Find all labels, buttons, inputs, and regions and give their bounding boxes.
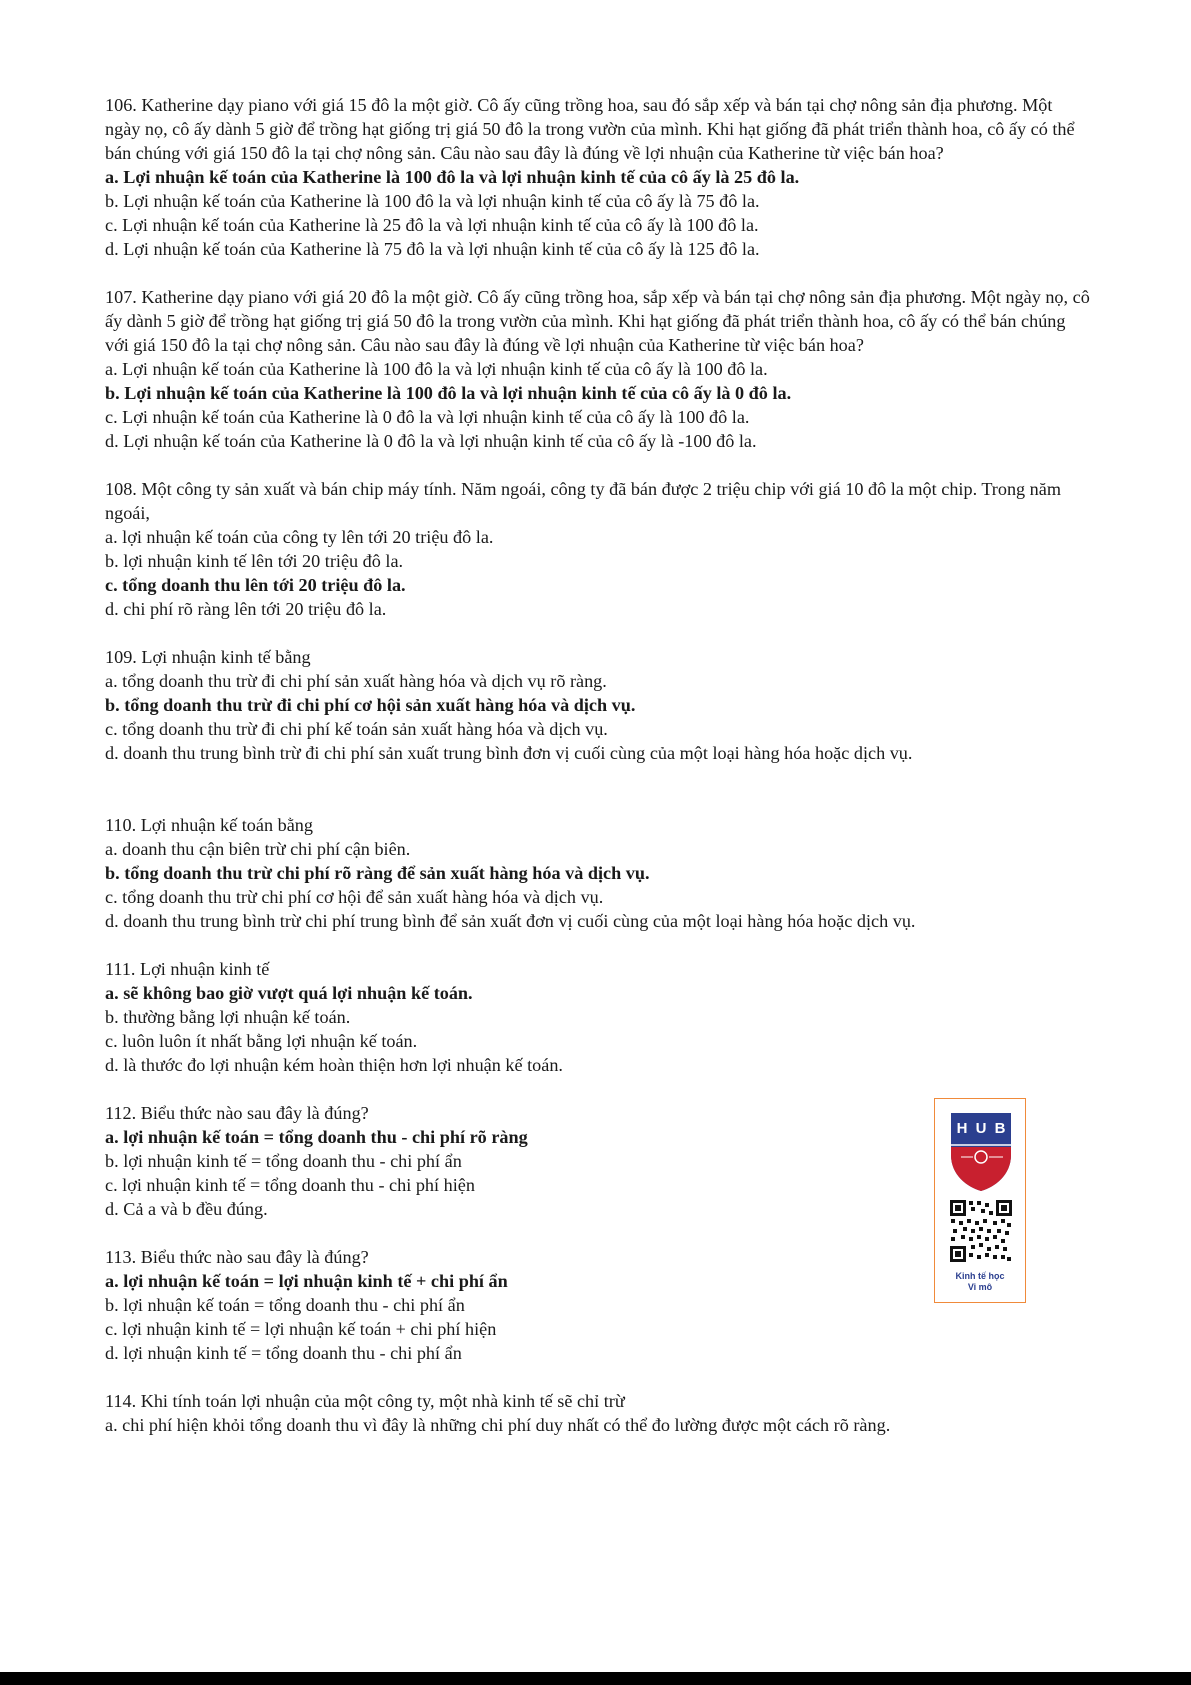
answer-option: c. lợi nhuận kinh tế = lợi nhuận kế toán + chi phí hiện [105,1319,497,1339]
question-107 [105,285,1090,453]
answer-option-correct: a. sẽ không bao giờ vượt quá lợi nhuận kế toán. [105,983,473,1003]
answer-option: a. doanh thu cận biên trừ chi phí cận biên. [105,839,411,859]
logo-letter: H [956,1120,968,1137]
question-stem: 106. Katherine dạy piano với giá 15 đô la một giờ. Cô ấy cũng trồng hoa, sau đó sắp xếp và bán tại chợ nông sản địa phương. Một ngày nọ, cô ấy dành 5 giờ để trồng hạt giống trị giá 50 đô la trong vườn của mình. Khi hạt giống đã phát triển thành hoa, cô ấy có thể bán chúng với giá 150 đô la tại chợ nông sản. Câu nào sau đây là đúng về lợi nhuận của Katherine từ việc bán hoa? [105,95,1075,163]
answer-option: d. chi phí rõ ràng lên tới 20 triệu đô la. [105,599,387,619]
answer-option: b. lợi nhuận kinh tế lên tới 20 triệu đô la. [105,551,404,571]
answer-option: d. lợi nhuận kinh tế = tổng doanh thu - chi phí ẩn [105,1343,462,1363]
answer-option: a. lợi nhuận kế toán của công ty lên tới 20 triệu đô la. [105,527,494,547]
answer-option-correct: a. lợi nhuận kế toán = tổng doanh thu - chi phí rõ ràng [105,1127,528,1147]
answer-option: d. Cả a và b đều đúng. [105,1199,268,1219]
hub-badge [934,1098,1026,1303]
question-109 [105,645,1090,765]
answer-option: d. doanh thu trung bình trừ chi phí trung bình để sản xuất đơn vị cuối cùng của một loại hàng hóa hoặc dịch vụ. [105,911,916,931]
question-114 [105,1389,1090,1437]
badge-caption [935,1271,1025,1293]
logo-letter: B [994,1120,1006,1137]
answer-option: b. thường bằng lợi nhuận kế toán. [105,1007,351,1027]
question-stem: 110. Lợi nhuận kế toán bằng [105,815,313,835]
question-stem: 109. Lợi nhuận kinh tế bằng [105,647,311,667]
answer-option: a. Lợi nhuận kế toán của Katherine là 100 đô la và lợi nhuận kinh tế của cô ấy là 100 đô la. [105,359,768,379]
question-stem: 108. Một công ty sản xuất và bán chip máy tính. Năm ngoái, công ty đã bán được 2 triệu chip với giá 10 đô la một chip. Trong năm ngoái, [105,479,1061,523]
answer-option-correct: a. Lợi nhuận kế toán của Katherine là 100 đô la và lợi nhuận kinh tế của cô ấy là 25 đô la. [105,167,800,187]
answer-option-correct: a. lợi nhuận kế toán = lợi nhuận kinh tế + chi phí ẩn [105,1271,508,1291]
answer-option: d. doanh thu trung bình trừ đi chi phí sản xuất trung bình đơn vị cuối cùng của một loại hàng hóa hoặc dịch vụ. [105,743,913,763]
question-110 [105,813,1090,933]
answer-option: a. chi phí hiện khỏi tổng doanh thu vì đây là những chi phí duy nhất có thể đo lường được một cách rõ ràng. [105,1415,891,1435]
hub-shield-logo [947,1109,1015,1193]
page-bottom-bar [0,1672,1191,1685]
answer-option: c. lợi nhuận kinh tế = tổng doanh thu - chi phí hiện [105,1175,475,1195]
answer-option: c. luôn luôn ít nhất bằng lợi nhuận kế toán. [105,1031,418,1051]
question-stem: 111. Lợi nhuận kinh tế [105,959,270,979]
question-stem: 107. Katherine dạy piano với giá 20 đô la một giờ. Cô ấy cũng trồng hoa, sắp xếp và bán tại chợ nông sản địa phương. Một ngày nọ, cô ấy dành 5 giờ để trồng hạt giống trị giá 50 đô la trong vườn của mình. Khi hạt giống đã phát triển thành hoa, cô ấy có thể bán chúng với giá 150 đô la tại chợ nông sản. Câu nào sau đây là đúng về lợi nhuận của Katherine từ việc bán hoa? [105,287,1090,355]
answer-option-correct: b. Lợi nhuận kế toán của Katherine là 100 đô la và lợi nhuận kinh tế của cô ấy là 0 đô la. [105,383,792,403]
answer-option: a. tổng doanh thu trừ đi chi phí sản xuất hàng hóa và dịch vụ rõ ràng. [105,671,607,691]
question-111 [105,957,1090,1077]
answer-option: d. Lợi nhuận kế toán của Katherine là 75 đô la và lợi nhuận kinh tế của cô ấy là 125 đô la. [105,239,760,259]
question-stem: 113. Biểu thức nào sau đây là đúng? [105,1247,369,1267]
answer-option-correct: b. tổng doanh thu trừ đi chi phí cơ hội sản xuất hàng hóa và dịch vụ. [105,695,636,715]
answer-option: b. lợi nhuận kế toán = tổng doanh thu - chi phí ẩn [105,1295,465,1315]
question-106 [105,93,1090,261]
answer-option: c. Lợi nhuận kế toán của Katherine là 0 đô la và lợi nhuận kinh tế của cô ấy là 100 đô la. [105,407,750,427]
question-stem: 112. Biểu thức nào sau đây là đúng? [105,1103,369,1123]
answer-option: b. lợi nhuận kinh tế = tổng doanh thu - chi phí ẩn [105,1151,462,1171]
answer-option: c. tổng doanh thu trừ đi chi phí kế toán sản xuất hàng hóa và dịch vụ. [105,719,608,739]
qr-code-icon[interactable] [949,1199,1013,1263]
answer-option: c. tổng doanh thu trừ chi phí cơ hội để sản xuất hàng hóa và dịch vụ. [105,887,604,907]
answer-option-correct: c. tổng doanh thu lên tới 20 triệu đô la. [105,575,406,595]
logo-letter: U [975,1120,987,1137]
question-stem: 114. Khi tính toán lợi nhuận của một công ty, một nhà kinh tế sẽ chỉ trừ [105,1391,625,1411]
answer-option: b. Lợi nhuận kế toán của Katherine là 100 đô la và lợi nhuận kinh tế của cô ấy là 75 đô la. [105,191,760,211]
question-108 [105,477,1090,621]
answer-option: d. Lợi nhuận kế toán của Katherine là 0 đô la và lợi nhuận kinh tế của cô ấy là -100 đô la. [105,431,757,451]
answer-option: d. là thước đo lợi nhuận kém hoàn thiện hơn lợi nhuận kế toán. [105,1055,563,1075]
badge-caption-line: Vi mô [967,1282,993,1292]
answer-option: c. Lợi nhuận kế toán của Katherine là 25 đô la và lợi nhuận kinh tế của cô ấy là 100 đô la. [105,215,759,235]
answer-option-correct: b. tổng doanh thu trừ chi phí rõ ràng để sản xuất hàng hóa và dịch vụ. [105,863,650,883]
badge-caption-line: Kinh tế học [955,1271,1005,1281]
